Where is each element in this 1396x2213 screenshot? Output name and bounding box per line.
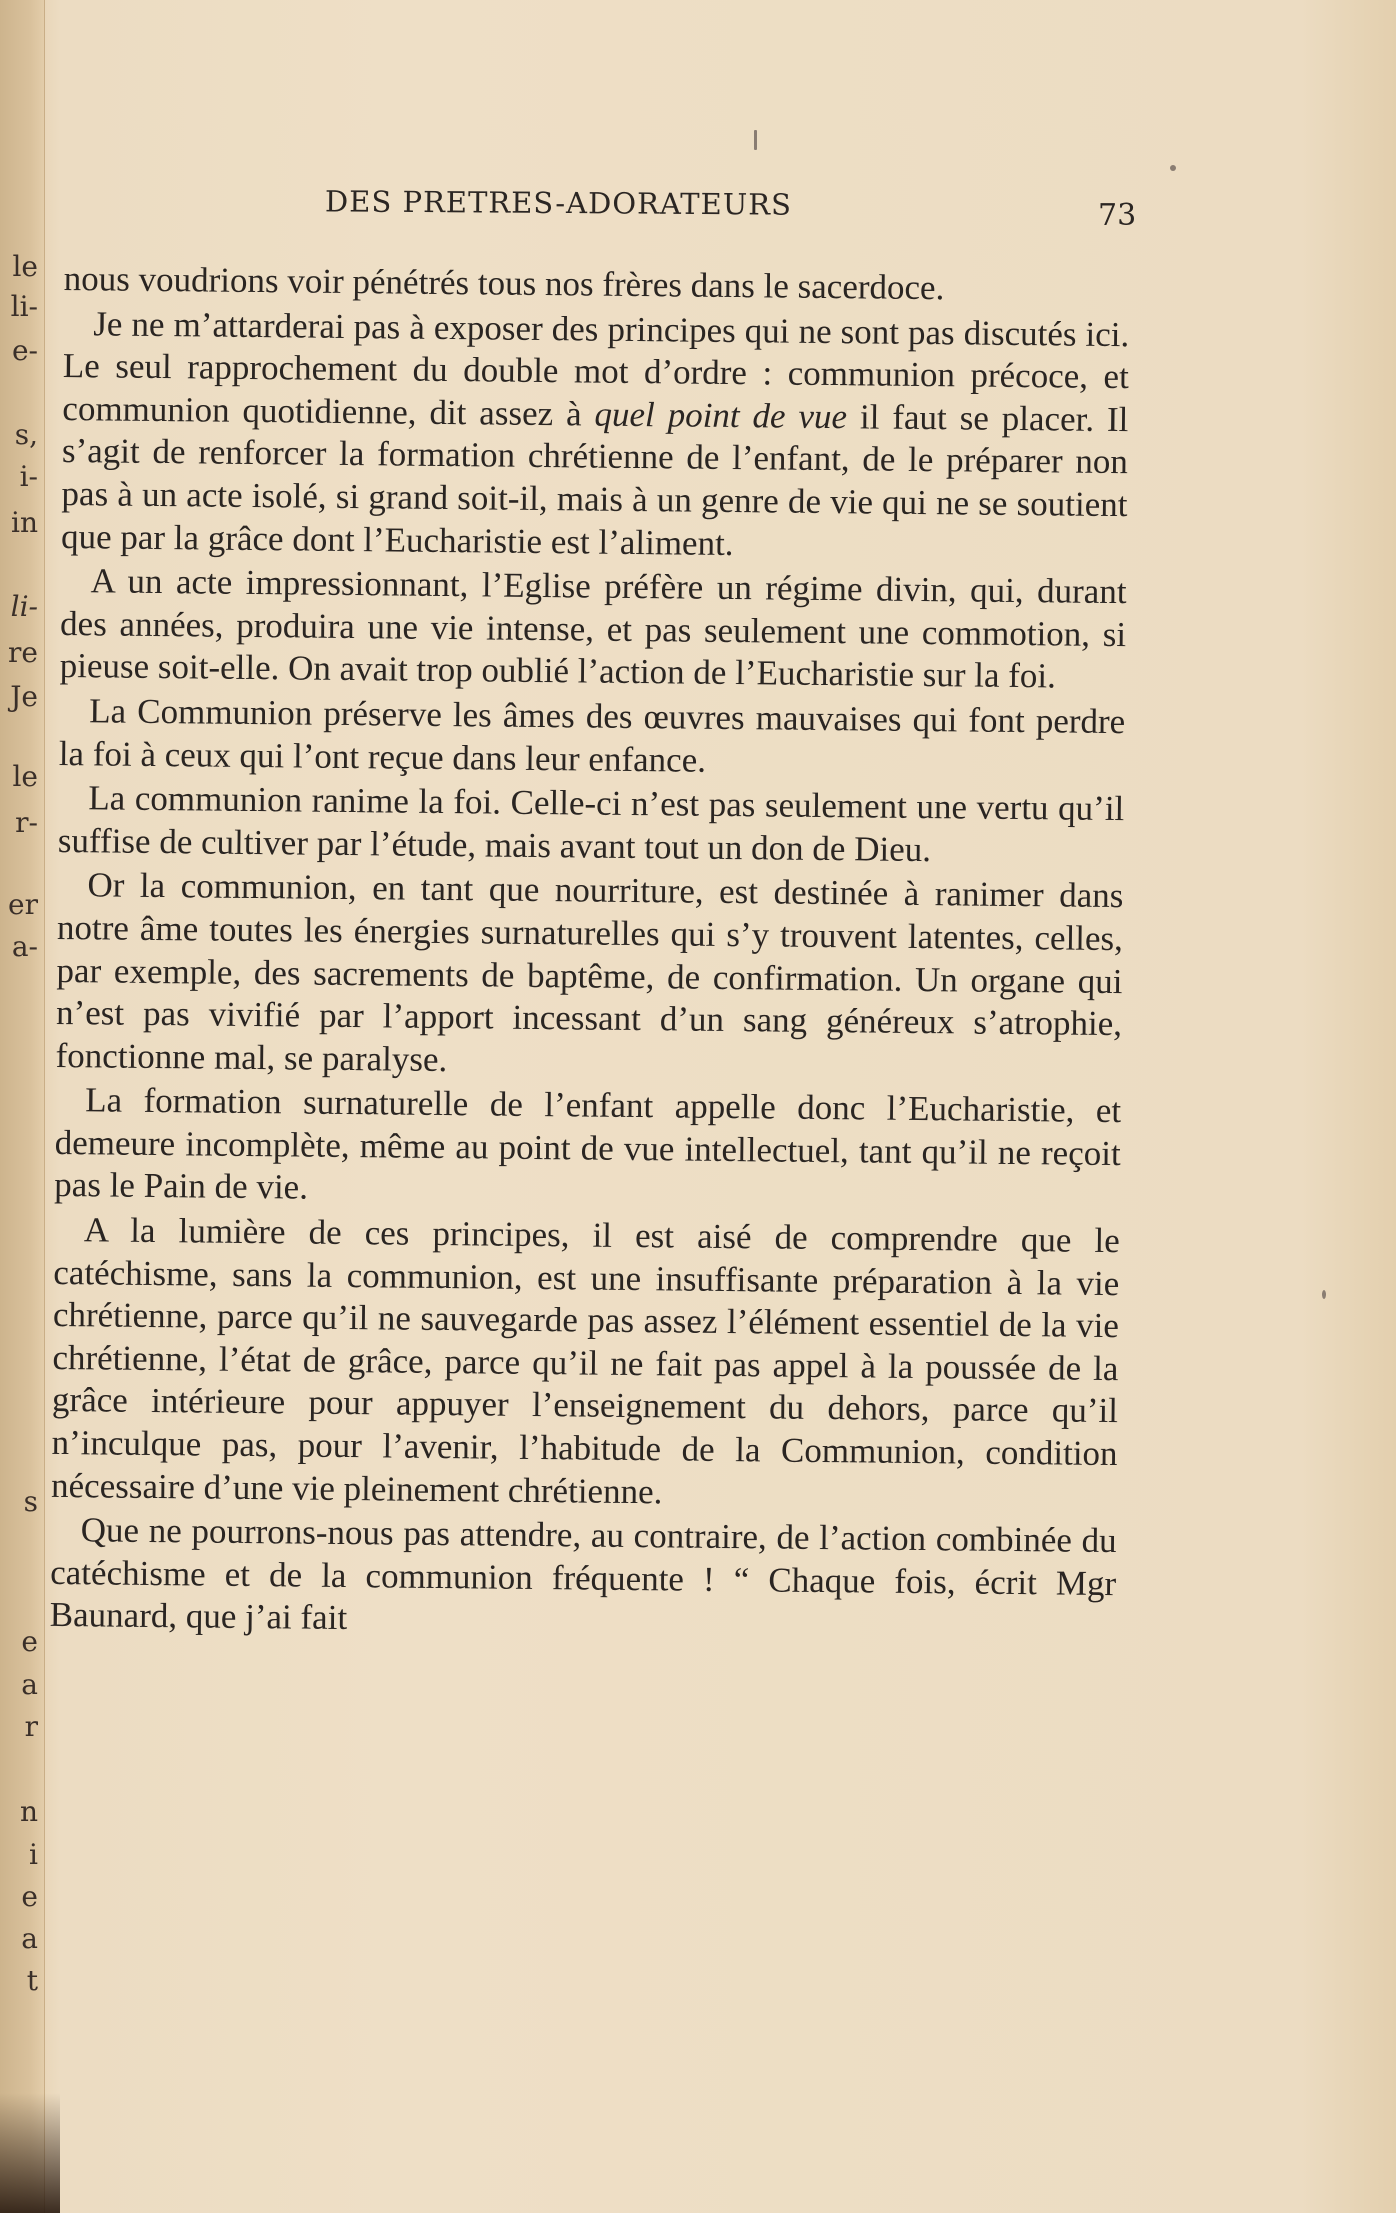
margin-spill-fragment: e [21,1625,38,1658]
margin-spill-fragment: le [12,760,38,793]
paper-speck [754,130,757,150]
paragraph: A un acte impressionnant, l’Eglise préfère un régime divin, qui, durant des années, produira une vie intense, et pas seulement une commotion, si pieuse soit-elle. On avait trop oublié l’action de l’Eucharistie sur la foi. [59,561,1127,696]
paragraph-text: il faut se placer. Il s’agit de renforcer la formation chrétienne de l’enfant, de le préparer non pas à un acte isolé, si grand soit-il, mais à un genre de vie qui ne se soutient que par la grâce dont l’Eucharistie est l’aliment. [60,396,1129,563]
gutter-shadow [0,2093,60,2213]
margin-spill-fragment: in [11,506,38,539]
paragraph: A la lumière de ces principes, il est aisé de comprendre que le catéchisme, sans la communion, est une insuffisante préparation à la vie chrétienne, parce qu’il ne sauvegarde pas assez l’élément essentiel de la vie chrétienne, l’état de grâce, parce qu’il ne fait pas appel à la poussée de la grâce intérieure pour appuyer l’enseignement du dehors, parce qu’il n’inculque pas, pour l’avenir, l’habitude de la Communion, condition nécessaire d’une vie pleinement chrétienne. [50,1210,1120,1511]
paragraph: La Communion préserve les âmes des œuvres mauvaises qui font perdre la foi à ceux qui l’ont reçue dans leur enfance. [58,691,1126,780]
paragraph: Or la communion, en tant que nourriture, est destinée à ranimer dans notre âme toutes les énergies surnaturelles qui s’y trouvent latentes, celles, par exemple, des sacrements de baptême, de confirmation. Un organe qui n’est pas vivifié par l’apport incessant d’un sang généreux s’atrophie, fonctionne mal, se paralyse. [55,865,1124,1079]
margin-spill-fragment: Je [10,680,38,713]
paragraph: La formation surnaturelle de l’enfant appelle donc l’Eucharistie, et demeure incomplète, même au point de vue intellectuel, tant qu’il ne reçoit pas le Pain de vie. [54,1080,1122,1208]
margin-spill-fragment: t [26,1964,38,1997]
page-number: 73 [1098,198,1137,233]
paragraph: Que ne pourrons-nous pas attendre, au contraire, de l’action combinée du catéchisme et de la communion fréquente ! “ Chaque fois, écrit Mgr Baunard, que j’ai fait [49,1510,1117,1638]
margin-spill-fragment: r- [15,806,38,839]
margin-spill-fragment: s, [14,418,38,451]
body-text [50,258,1130,1650]
running-header: DES PRETRES-ADORATEURS [324,184,793,222]
paper-speck [1322,1290,1326,1299]
margin-spill-fragment: li- [10,290,38,323]
margin-spill-fragment: er [8,888,38,921]
margin-spill-fragment: r [24,1710,38,1743]
margin-spill-fragment: s [23,1485,38,1518]
margin-spill-fragment: n [19,1795,38,1828]
margin-spill-fragment: i- [19,460,38,493]
margin-spill-fragment: re [8,636,38,669]
paper-speck [1170,165,1176,171]
margin-spill-fragment: a [21,1668,38,1701]
margin-spill-fragment: e- [11,334,38,367]
margin-spill-fragment: a [21,1922,38,1955]
margin-spill-fragment: a- [11,930,38,963]
margin-spill-fragment: i [29,1838,38,1871]
margin-spill-fragment: li- [10,590,38,623]
paragraph-text: Je ne m’attarderai pas à exposer des principes qui ne sont pas discutés ici. Le seul rapprochement du double mot d’ordre : communion précoce, et communion quotidienne, dit assez à [62,303,1130,434]
margin-spill-fragment: e [21,1880,38,1913]
paragraph: La communion ranime la foi. Celle-ci n’est pas seulement une vertu qu’il suffise de cultiver par l’étude, mais avant tout un don de Dieu. [57,778,1125,869]
paragraph: nous voudrions voir pénétrés tous nos frères dans le sacerdoce. [63,258,945,308]
margin-spill-fragment: le [12,250,38,283]
emphasized-phrase: quel point de vue [594,394,848,436]
paragraph [61,303,1130,570]
